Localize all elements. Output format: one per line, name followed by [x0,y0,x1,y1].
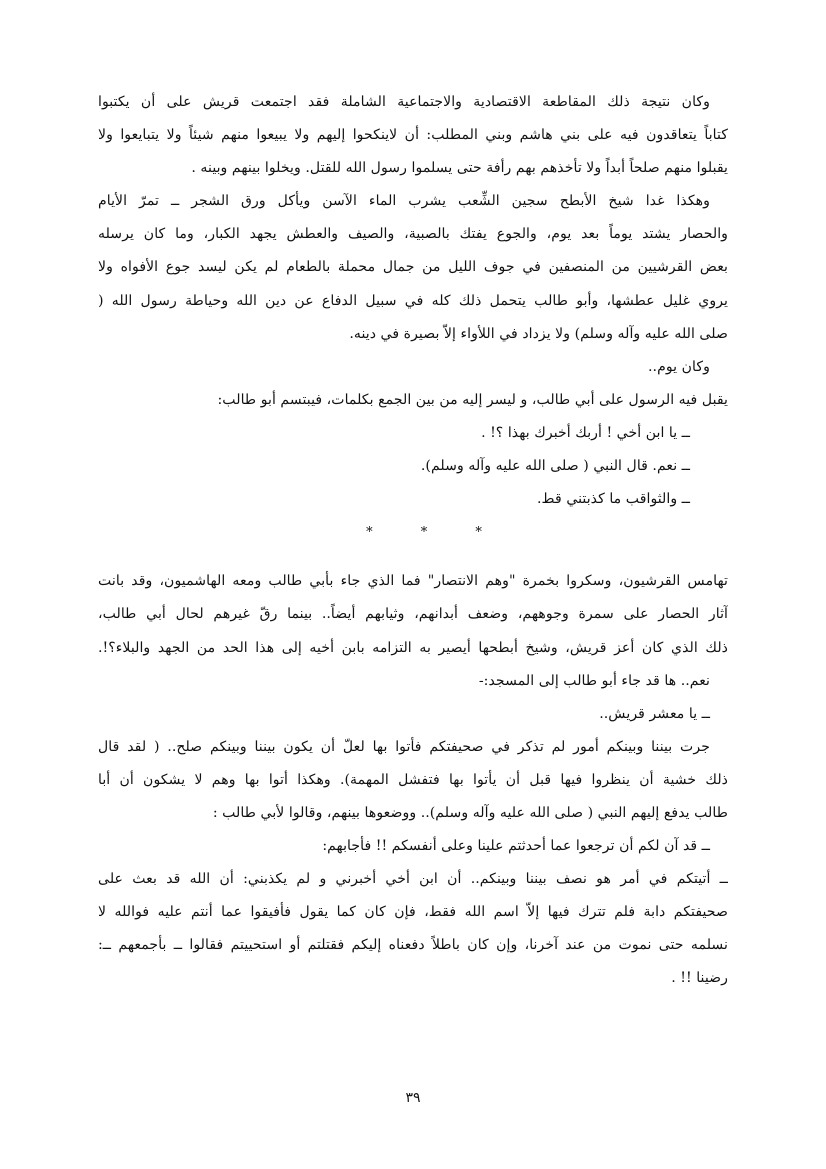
paragraph-2-line: صلى الله عليه وآله وسلم) ولا يزداد في اللأواء إلاّ بصيرة في دينه. [349,325,728,342]
day-line: وكان يوم.. [648,358,710,375]
paragraph-3-line: ذلك الذي كان أعز قريش، وشيخ أبطحها أيصير به التزامه بابن أخيه إلى هذا الحد من الجهد والبلاء؟!. [98,639,728,656]
mosque-line: نعم.. ها قد جاء أبو طالب إلى المسجد:- [478,672,710,689]
paragraph-5-line: رضينا !! . [671,970,728,987]
paragraph-3-line: آثار الحصار على سمرة وجوههم، وضعف أبدانهم، وثيابهم أيضاً.. بينما رقّ غيرهم لحال أبي طالب، [98,606,728,623]
page-number: ٣٩ [405,1090,421,1106]
paragraph-2-line: بعض القرشيين من المنصفين في جوف الليل من جمال محملة بالطعام لم يكن ليسد جوع الأفواه ولا [98,259,728,276]
paragraph-5-line: صحيفتكم دابة فلم تترك فيها إلاّ اسم الله فقط، فإن كان كما يقول فأفيقوا عما أنتم عليه فوالله لا [98,904,728,921]
paragraph-4-line: ذلك خشية أن ينظروا فيها قبل أن يأتوا بها فتفشل المهمة). وهكذا أتوا بها وهم لا يشكون أن أبا [98,771,728,788]
paragraph-4-line: طالب يدفع إليهم النبي ( صلى الله عليه وآله وسلم).. ووضعوها بينهم، وقالوا لأبي طالب : [212,804,728,821]
paragraph-1-line: وكان نتيجة ذلك المقاطعة الاقتصادية والاجتماعية الشاملة فقد اجتمعت قريش على أن يكتبوا [98,94,710,110]
reply-line: ــ قد آن لكم أن ترجعوا عما أحدثتم علينا وعلى أنفسكم !! فأجابهم: [322,838,710,855]
messenger-line: يقبل فيه الرسول على أبي طالب، و ليسر إليه من بين الجمع بكلمات، فيبتسم أبو طالب: [217,391,728,408]
quraysh-line: ــ يا معشر قريش.. [599,705,710,722]
paragraph-4-line: جرت بيننا وبينكم أمور لم تذكر في صحيفتكم فأتوا بها لعلّ أن يكون بيننا وبينكم صلح.. ( لقد قال [98,738,710,755]
section-gap [98,549,728,565]
dialogue-line: ــ والثواقب ما كذبتني قط. [537,491,690,508]
paragraph-5-line: ــ أتيتكم في أمر هو نصف بيننا وبينكم.. أن ابن أخي أخبرني و لم يكذبني: أن الله قد بعث على [98,871,728,888]
paragraph-1-line: يقبلوا منهم صلحاً أبداً ولا تأخذهم بهم رأفة حتى يسلموا رسول الله للقتل. ويخلوا بينهم وبينه . [191,160,728,177]
section-separator: * * * [366,525,504,541]
paragraph-2-line: يروي غليل عطشها، وأبو طالب يتحمل ذلك كله في سبيل الدفاع عن دين الله وحياطة رسول الله ( [98,292,728,309]
paragraph-2-line: والحصار يشتد يوماً بعد يوم، والجوع يفتك بالصبية، والصيف والعطش يجهد الكبار، وما كان يرسله [98,226,728,243]
paragraph-3-line: تهامس القرشيون، وسكروا بخمرة "وهم الانتصار" فما الذي جاء بأبي طالب ومعه الهاشميون، وقد بانت [98,573,728,590]
body-text [98,86,728,996]
paragraph-1-line: كتاباً يتعاقدون فيه على بني هاشم وبني المطلب: أن لاينكحوا إليهم ولا يبيعوا منهم شيئاً ولا يتبايعوا ولا [98,127,728,144]
paragraph-2-line: وهكذا غدا شيخ الأبطح سجين الشِّعب يشرب الماء الآسن ويأكل ورق الشجر ــ تمرّ الأيام [98,193,710,210]
dialogue-line: ــ نعم. قال النبي ( صلى الله عليه وآله وسلم). [420,458,690,475]
dialogue-line: ــ يا ابن أخي ! أربك أخبرك بهذا ؟! . [481,424,690,441]
paragraph-5-line: نسلمه حتى نموت من عند آخرنا، وإن كان باطلاً دفعناه إليكم فقتلتم أو استحييتم فقالوا ــ بأجمعهم ــ: [98,937,728,954]
